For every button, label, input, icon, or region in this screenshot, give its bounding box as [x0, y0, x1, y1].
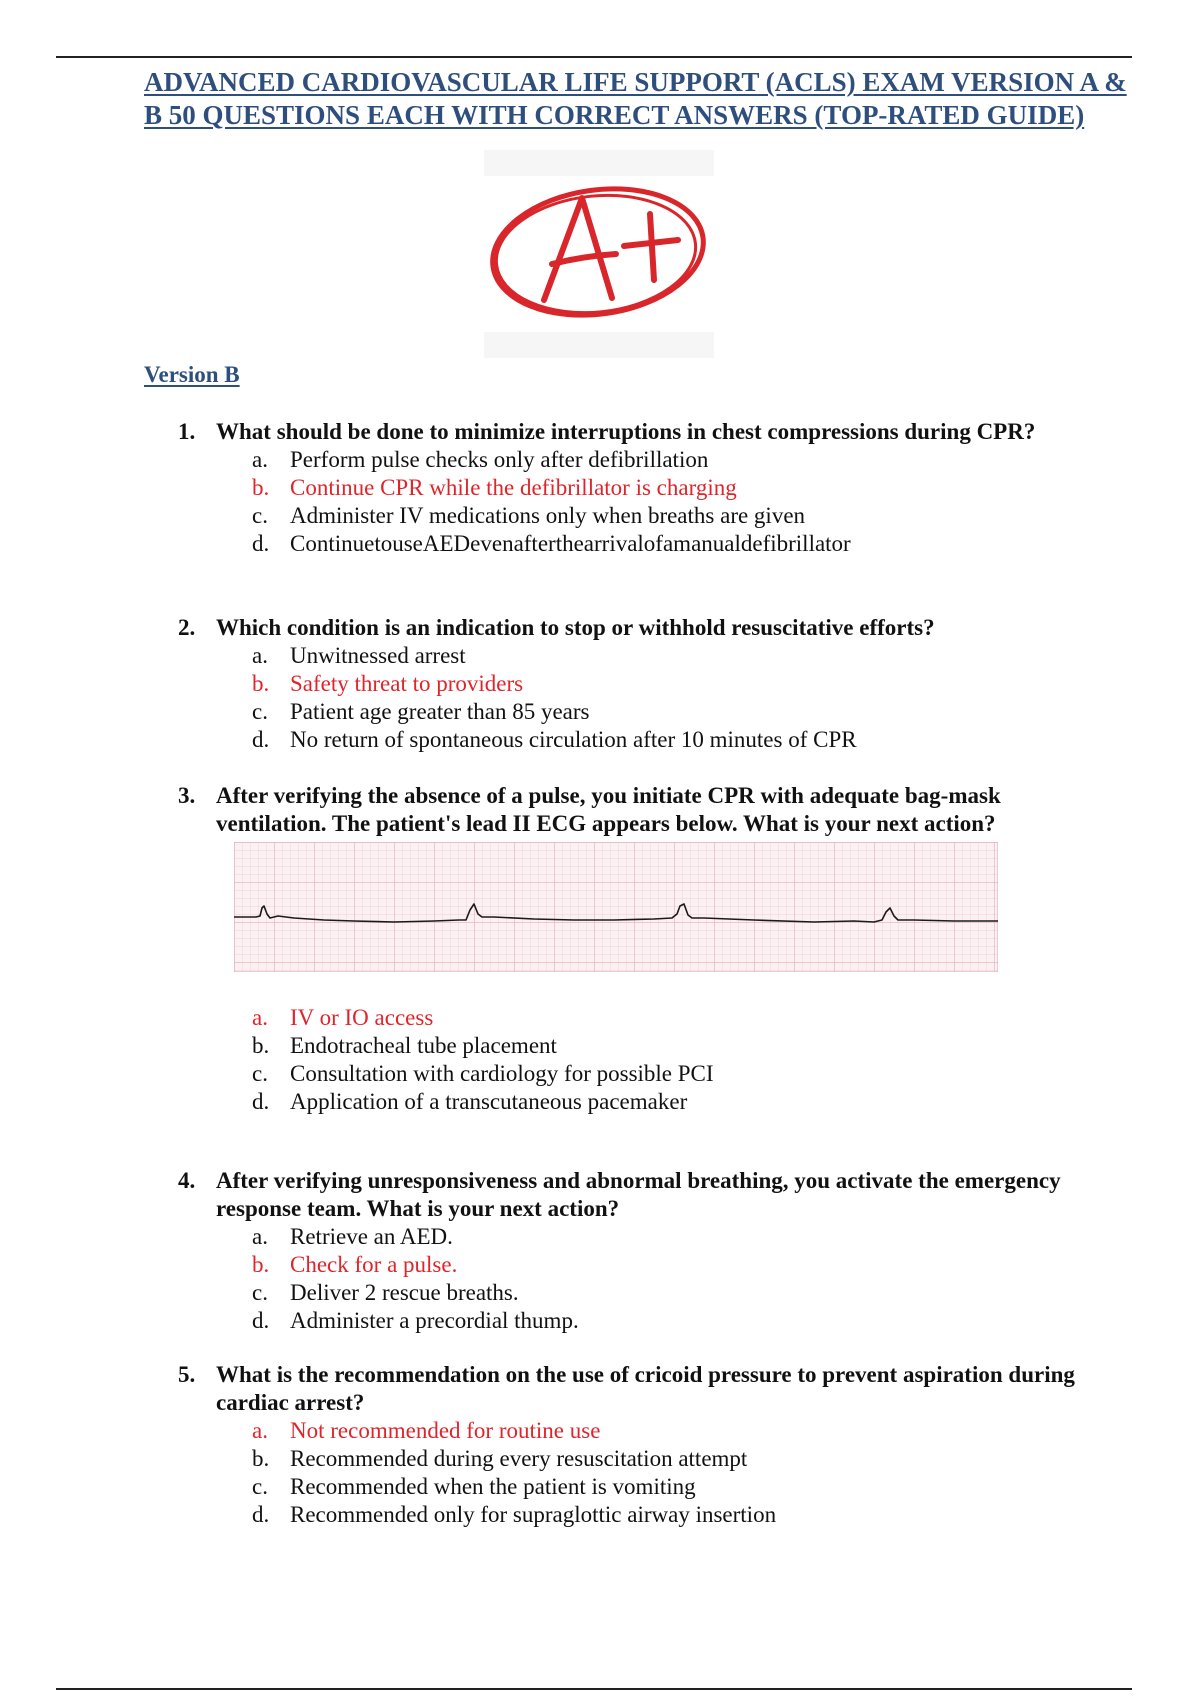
question-3-text: [178, 782, 1078, 838]
option-d: [178, 1088, 1078, 1116]
question-1: [178, 418, 1078, 558]
bottom-rule: [56, 1688, 1132, 1690]
option-letter: b.: [252, 671, 270, 696]
option-letter: b.: [252, 1033, 270, 1058]
option-text: Endotracheal tube placement: [290, 1033, 557, 1058]
question-4: [178, 1167, 1078, 1335]
option-text: Recommended when the patient is vomiting: [290, 1474, 696, 1499]
option-text: Perform pulse checks only after defibrillation: [290, 447, 709, 472]
question-number: 2.: [178, 615, 196, 640]
option-text: No return of spontaneous circulation after 10 minutes of CPR: [290, 727, 857, 752]
option-d: [178, 726, 1078, 754]
option-letter: c.: [252, 1474, 268, 1499]
question-3: [178, 782, 1078, 838]
option-letter: d.: [252, 727, 270, 752]
option-text: Not recommended for routine use: [290, 1418, 601, 1443]
answer-options: [178, 446, 1078, 558]
option-letter: c.: [252, 503, 268, 528]
document-title: [144, 66, 1184, 132]
option-text: Recommended only for supraglottic airway insertion: [290, 1502, 777, 1527]
option-text: Recommended during every resuscitation attempt: [290, 1446, 748, 1471]
ecg-grid: [234, 842, 998, 972]
option-d: [178, 1501, 1078, 1529]
question-2: [178, 614, 1078, 754]
option-text: Unwitnessed arrest: [290, 643, 466, 668]
option-text: Retrieve an AED.: [290, 1224, 453, 1249]
question-number: 5.: [178, 1362, 196, 1387]
option-letter: d.: [252, 1089, 270, 1114]
option-b-correct: [178, 670, 1078, 698]
option-letter: a.: [252, 447, 268, 472]
answer-options: [178, 1004, 1078, 1116]
question-number: 1.: [178, 419, 196, 444]
question-number: 4.: [178, 1168, 196, 1193]
option-c: [178, 1279, 1078, 1307]
question-number: 3.: [178, 783, 196, 808]
option-letter: b.: [252, 1446, 270, 1471]
question-stem: After verifying the absence of a pulse, you initiate CPR with adequate bag-mask ventilation. The patient's lead II ECG appears below. What is your next action?: [216, 783, 1001, 836]
option-letter: a.: [252, 1418, 268, 1443]
option-b: [178, 1032, 1078, 1060]
option-letter: d.: [252, 531, 270, 556]
option-text: IV or IO access: [290, 1005, 434, 1030]
question-stem: What is the recommendation on the use of cricoid pressure to prevent aspiration during cardiac arrest?: [216, 1362, 1075, 1415]
option-text: Consultation with cardiology for possible PCI: [290, 1061, 714, 1086]
logo-pad-bottom: [484, 332, 714, 358]
option-letter: b.: [252, 1252, 270, 1277]
option-text: Check for a pulse.: [290, 1252, 458, 1277]
question-3-options: [178, 1004, 1078, 1116]
question-5-text: [178, 1361, 1078, 1417]
question-4-text: [178, 1167, 1078, 1223]
option-b-correct: [178, 474, 1078, 502]
option-text: Application of a transcutaneous pacemaker: [290, 1089, 688, 1114]
option-text: Administer IV medications only when breaths are given: [290, 503, 806, 528]
option-letter: a.: [252, 1005, 268, 1030]
option-text: Administer a precordial thump.: [290, 1308, 579, 1333]
question-stem: Which condition is an indication to stop or withhold resuscitative efforts?: [216, 615, 935, 640]
option-a-correct: [178, 1004, 1078, 1032]
question-2-text: [178, 614, 1078, 642]
option-text: Patient age greater than 85 years: [290, 699, 590, 724]
option-letter: d.: [252, 1502, 270, 1527]
question-5: [178, 1361, 1078, 1529]
option-a: [178, 642, 1078, 670]
ecg-strip: [234, 842, 998, 972]
option-letter: d.: [252, 1308, 270, 1333]
answer-options: [178, 642, 1078, 754]
question-stem: What should be done to minimize interruptions in chest compressions during CPR?: [216, 419, 1036, 444]
option-letter: c.: [252, 1280, 268, 1305]
option-a: [178, 1223, 1078, 1251]
option-b: [178, 1445, 1078, 1473]
option-a-correct: [178, 1417, 1078, 1445]
option-d: [178, 530, 1078, 558]
answer-options: [178, 1223, 1078, 1335]
a-plus-grade-icon: [484, 170, 714, 335]
question-1-text: [178, 418, 1078, 446]
option-c: [178, 502, 1078, 530]
version-heading: Version B: [144, 362, 240, 387]
option-letter: c.: [252, 1061, 268, 1086]
option-b-correct: [178, 1251, 1078, 1279]
option-letter: a.: [252, 1224, 268, 1249]
option-letter: c.: [252, 699, 268, 724]
option-a: [178, 446, 1078, 474]
option-c: [178, 1060, 1078, 1088]
option-c: [178, 1473, 1078, 1501]
option-text: Continue CPR while the defibrillator is charging: [290, 475, 737, 500]
option-text: Deliver 2 rescue breaths.: [290, 1280, 519, 1305]
option-c: [178, 698, 1078, 726]
title-line-1: ADVANCED CARDIOVASCULAR LIFE SUPPORT (ACLS) EXAM VERSION A &: [144, 67, 1127, 97]
option-text: Safety threat to providers: [290, 671, 524, 696]
option-d: [178, 1307, 1078, 1335]
option-letter: b.: [252, 475, 270, 500]
option-letter: a.: [252, 643, 268, 668]
question-stem: After verifying unresponsiveness and abnormal breathing, you activate the emergency response team. What is your next action?: [216, 1168, 1061, 1221]
top-rule: [56, 56, 1132, 58]
option-text: ContinuetouseAEDevenafterthearrivalofamanualdefibrillator: [290, 531, 851, 556]
grade-badge-logo: [484, 150, 714, 360]
title-line-2: B 50 QUESTIONS EACH WITH CORRECT ANSWERS (TOP-RATED GUIDE): [144, 100, 1085, 130]
answer-options: [178, 1417, 1078, 1529]
